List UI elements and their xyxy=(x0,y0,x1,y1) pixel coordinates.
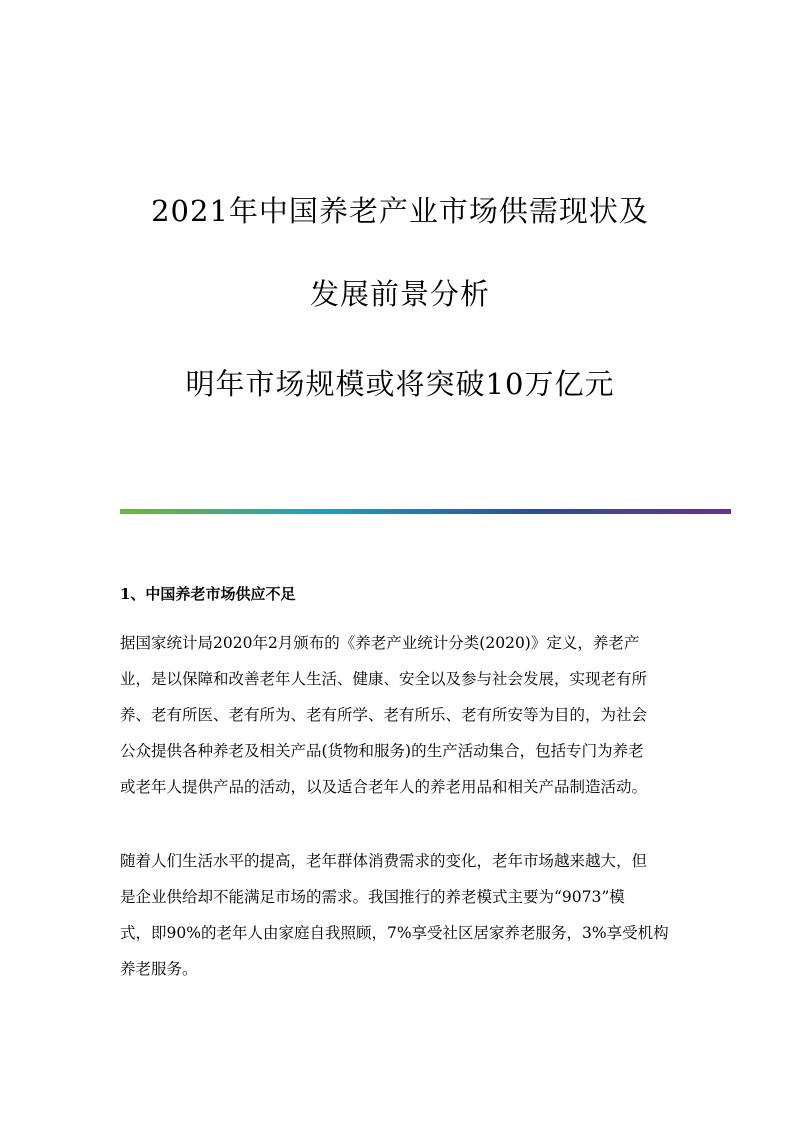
paragraph-line: 公众提供各种养老及相关产品(货物和服务)的生产活动集合，包括专门为养老 xyxy=(120,742,644,760)
paragraph-2 xyxy=(120,843,680,987)
paragraph-line: 业，是以保障和改善老年人生活、健康、安全以及参与社会发展，实现老有所 xyxy=(120,670,648,688)
gradient-divider xyxy=(120,509,731,514)
paragraph-line: 养、老有所医、老有所为、老有所学、老有所乐、老有所安等为目的，为社会 xyxy=(120,706,648,724)
section-heading: 1、中国养老市场供应不足 xyxy=(120,585,296,603)
paragraph-line: 随着人们生活水平的提高，老年群体消费需求的变化，老年市场越来越大，但 xyxy=(120,852,648,870)
document-title-line-1: 2021年中国养老产业市场供需现状及 xyxy=(151,194,649,228)
paragraph-line: 据国家统计局2020年2月颁布的《养老产业统计分类(2020)》定义，养老产 xyxy=(120,634,640,652)
document-subtitle: 明年市场规模或将突破10万亿元 xyxy=(185,367,615,401)
paragraph-1 xyxy=(120,625,680,805)
paragraph-line: 式，即90%的老年人由家庭自我照顾，7%享受社区居家养老服务，3%享受机构 xyxy=(120,924,669,942)
paragraph-line: 养老服务。 xyxy=(120,960,198,978)
paragraph-line: 是企业供给却不能满足市场的需求。我国推行的养老模式主要为“9073”模 xyxy=(120,888,625,906)
paragraph-line: 或老年人提供产品的活动，以及适合老年人的养老用品和相关产品制造活动。 xyxy=(120,778,648,796)
document-title-line-2: 发展前景分析 xyxy=(309,277,490,311)
